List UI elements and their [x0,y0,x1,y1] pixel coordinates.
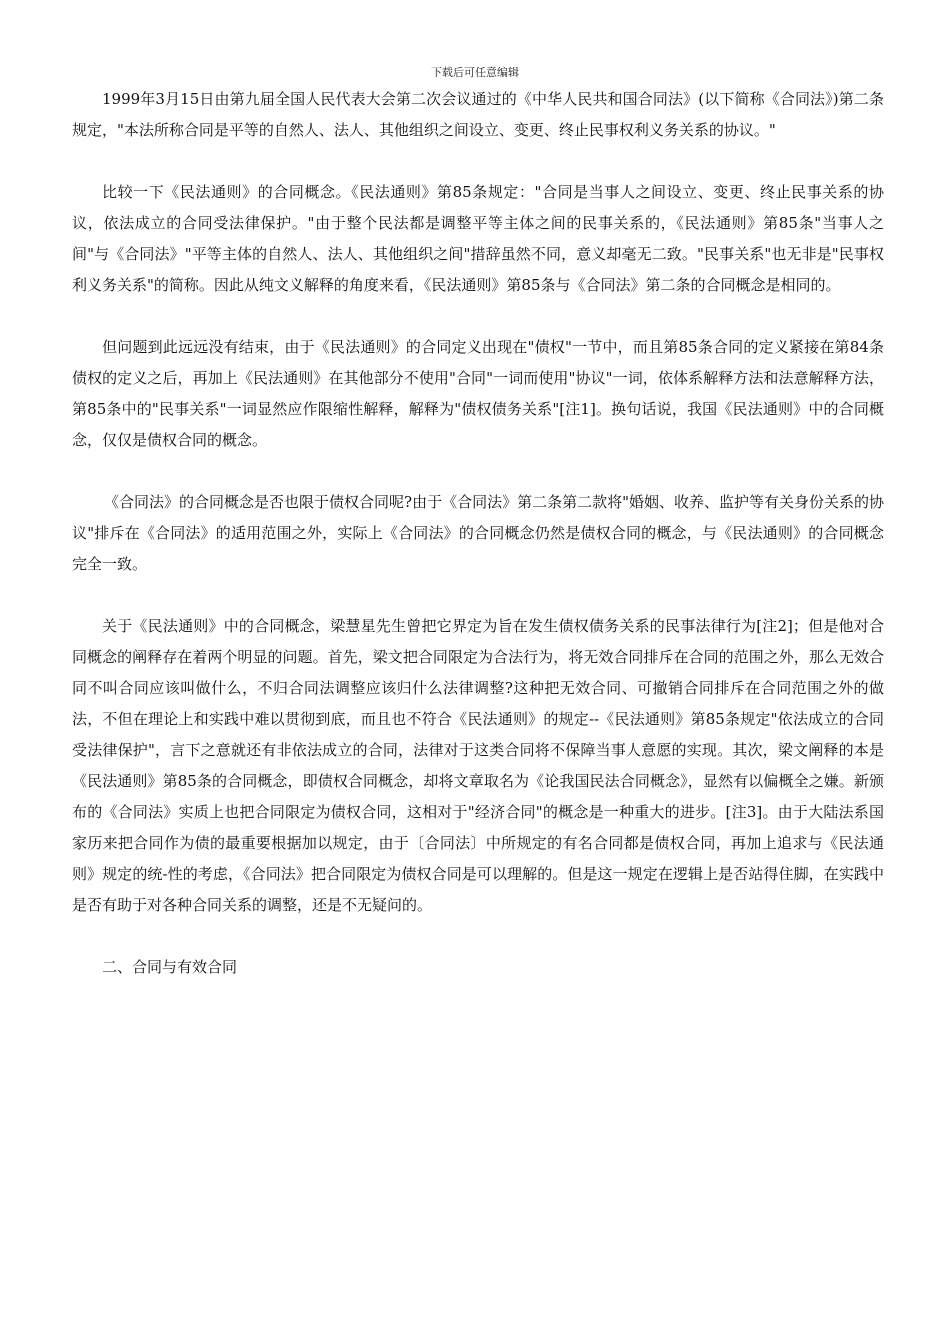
header-note: 下载后可任意编辑 [431,66,519,79]
paragraph-2: 比较一下《民法通则》的合同概念。《民法通则》第85条规定："合同是当事人之间设立、变更、终止民事关系的协议，依法成立的合同受法律保护。"由于整个民法都是调整平等主体之间的民事关系的，《民法通则》第85条"当事人之间"与《合同法》"平等主体的自然人、法人、其他组织之间"措辞虽然不同，意义却毫无二致。"民事关系"也无非是"民事权利义务关系"的简称。因此从纯文义解释的角度来看，《民法通则》第85条与《合同法》第二条的合同概念是相同的。 [72,183,884,294]
section-heading: 二、合同与有效合同 [102,958,238,976]
paragraph-4: 《合同法》的合同概念是否也限于债权合同呢?由于《合同法》第二条第二款将"婚姻、收养、监护等有关身份关系的协议"排斥在《合同法》的适用范围之外，实际上《合同法》的合同概念仍然是债权合同的概念，与《民法通则》的合同概念完全一致。 [72,493,884,573]
paragraph-3: 但问题到此远远没有结束，由于《民法通则》的合同定义出现在"债权"一节中，而且第85条合同的定义紧接在第84条债权的定义之后，再加上《民法通则》在其他部分不使用"合同"一词而使用"协议"一词，依体系解释方法和法意解释方法，第85条中的"民事关系"一词显然应作限缩性解释，解释为"债权债务关系"[注1]。换句话说，我国《民法通则》中的合同概念，仅仅是债权合同的概念。 [72,338,884,449]
paragraph-5: 关于《民法通则》中的合同概念，梁慧星先生曾把它界定为旨在发生债权债务关系的民事法律行为[注2]；但是他对合同概念的阐释存在着两个明显的问题。首先，梁文把合同限定为合法行为，将无效合同排斥在合同的范围之外，那么无效合同不叫合同应该叫做什么，不归合同法调整应该归什么法律调整?这种把无效合同、可撤销合同排斥在合同范围之外的做法，不但在理论上和实践中难以贯彻到底，而且也不符合《民法通则》的规定--《民法通则》第85条规定"依法成立的合同受法律保护"，言下之意就还有非依法成立的合同，法律对于这类合同将不保障当事人意愿的实现。其次，梁文阐释的本是《民法通则》第85条的合同概念，即债权合同概念，却将文章取名为《论我国民法合同概念》，显然有以偏概全之嫌。新颁布的《合同法》实质上也把合同限定为债权合同，这相对于"经济合同"的概念是一种重大的进步。[注3]。由于大陆法系国家历来把合同作为债的最重要根据加以规定，由于〔合同法〕中所规定的有名合同都是债权合同，再加上追求与《民法通则》规定的统-性的考虑，《合同法》把合同限定为债权合同是可以理解的。但是这一规定在逻辑上是否站得住脚，在实践中是否有助于对各种合同关系的调整，还是不无疑问的。 [72,617,884,914]
paragraph-1: 1999年3月15日由第九届全国人民代表大会第二次会议通过的《中华人民共和国合同法》(以下简称《合同法》)第二条规定，"本法所称合同是平等的自然人、法人、其他组织之间设立、变更、终止民事权利义务关系的协议。" [72,90,884,139]
document-body [72,84,884,983]
